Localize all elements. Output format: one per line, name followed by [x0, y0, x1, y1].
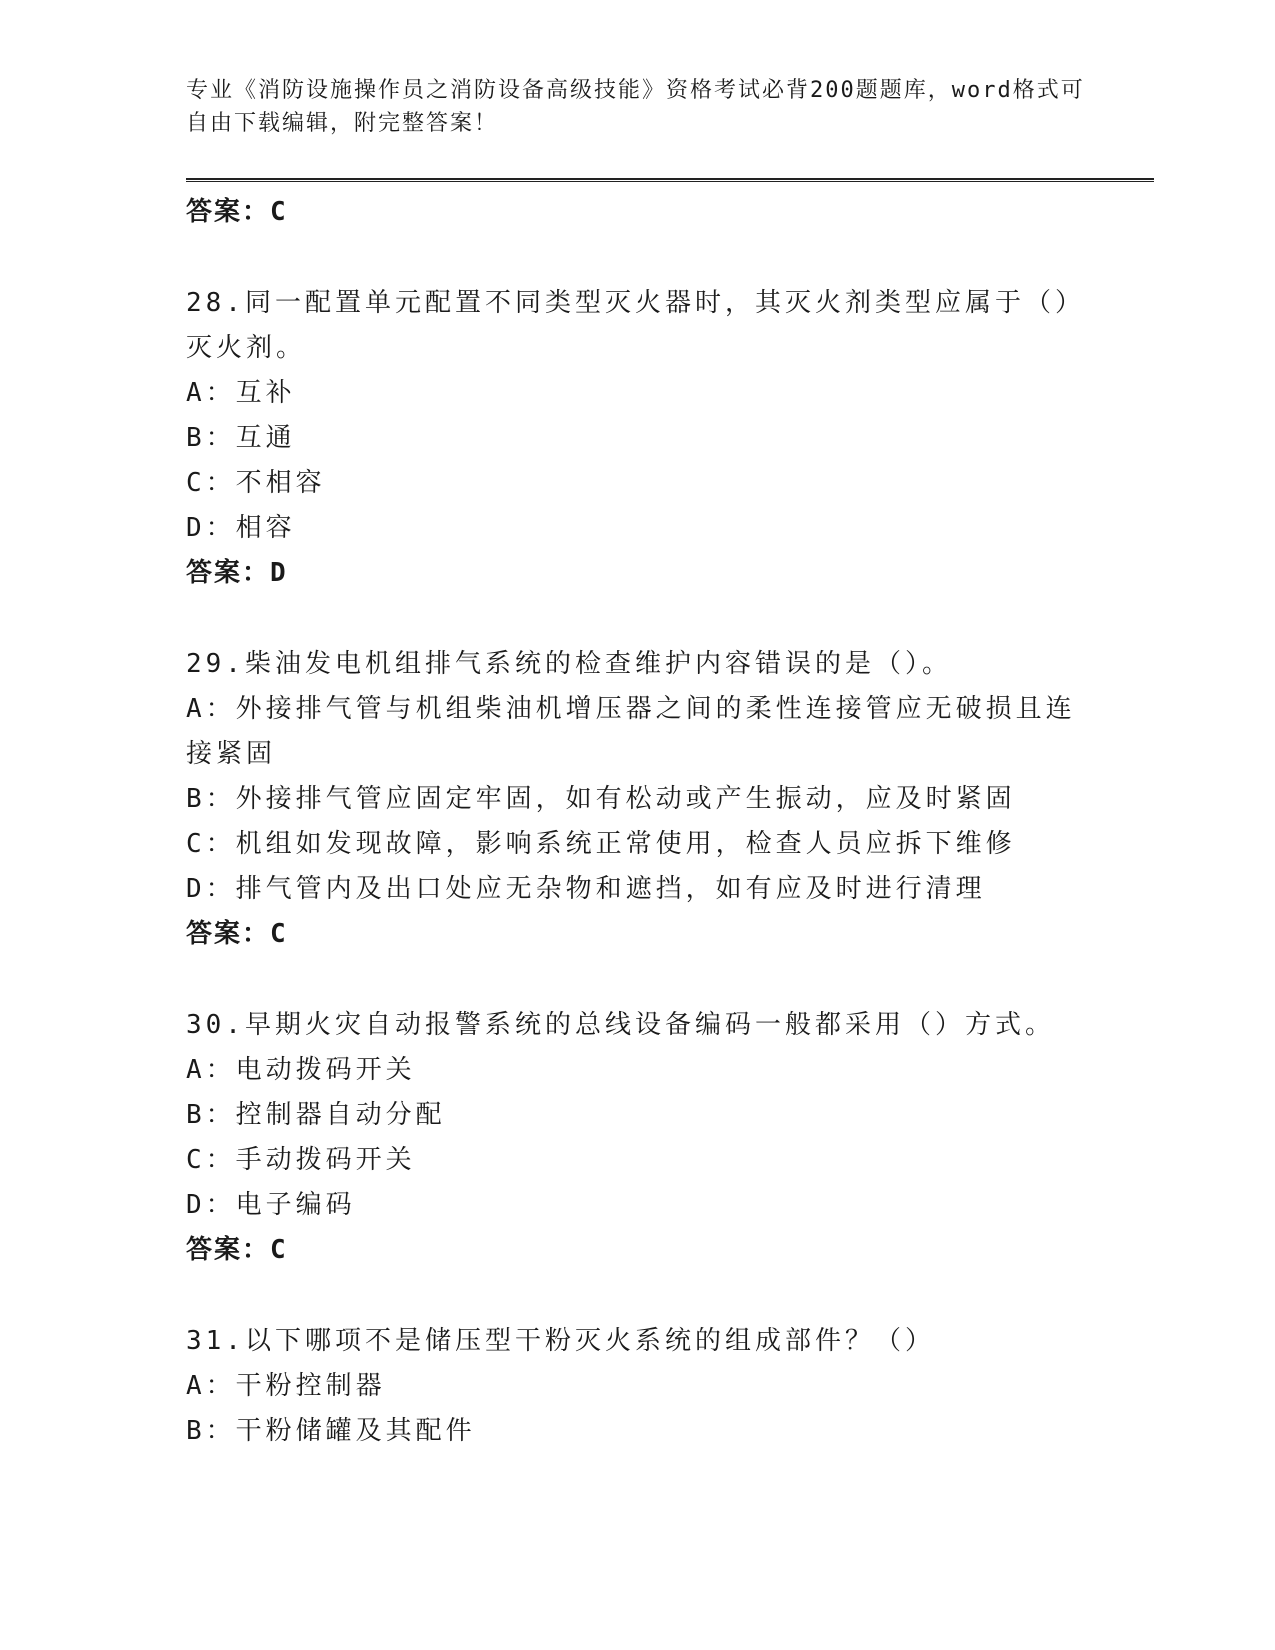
question-stem: 30.早期火灾自动报警系统的总线设备编码一般都采用（）方式。: [186, 1010, 1055, 1040]
option-a: A：互补: [186, 378, 296, 408]
question-31: [186, 1319, 1086, 1454]
spacer: [186, 596, 1086, 642]
question-stem: 28.同一配置单元配置不同类型灭火器时，其灭火剂类型应属于（）灭火剂。: [186, 288, 1085, 363]
question-stem: 29.柴油发电机组排气系统的检查维护内容错误的是（）。: [186, 649, 952, 679]
option-c: C：手动拨码开关: [186, 1145, 416, 1175]
spacer: [186, 957, 1086, 1003]
question-answer: 答案：C: [186, 919, 288, 949]
question-list: [186, 190, 1086, 1454]
question-29: [186, 642, 1086, 957]
option-d: D：相容: [186, 513, 296, 543]
question-30: [186, 1003, 1086, 1273]
option-d: D：排气管内及出口处应无杂物和遮挡，如有应及时进行清理: [186, 874, 986, 904]
spacer: [186, 1273, 1086, 1319]
option-a: A：电动拨码开关: [186, 1055, 416, 1085]
previous-answer: 答案：C: [186, 197, 288, 227]
option-b: B：干粉储罐及其配件: [186, 1416, 476, 1446]
option-d: D：电子编码: [186, 1190, 356, 1220]
option-c: C：机组如发现故障，影响系统正常使用，检查人员应拆下维修: [186, 829, 1016, 859]
document-header: 专业《消防设施操作员之消防设备高级技能》资格考试必背200题题库，word格式可自由下载编辑，附完整答案！: [186, 78, 1085, 136]
option-b: B：外接排气管应固定牢固，如有松动或产生振动，应及时紧固: [186, 784, 1016, 814]
option-b: B：互通: [186, 423, 296, 453]
spacer: [186, 235, 1086, 281]
option-a: A：外接排气管与机组柴油机增压器之间的柔性连接管应无破损且连接紧固: [186, 694, 1076, 769]
header-divider: [186, 178, 1154, 182]
question-answer: 答案：D: [186, 558, 288, 588]
question-answer: 答案：C: [186, 1235, 288, 1265]
question-stem: 31.以下哪项不是储压型干粉灭火系统的组成部件？（）: [186, 1326, 935, 1356]
option-a: A：干粉控制器: [186, 1371, 386, 1401]
option-c: C：不相容: [186, 468, 326, 498]
option-b: B：控制器自动分配: [186, 1100, 446, 1130]
question-28: [186, 281, 1086, 596]
